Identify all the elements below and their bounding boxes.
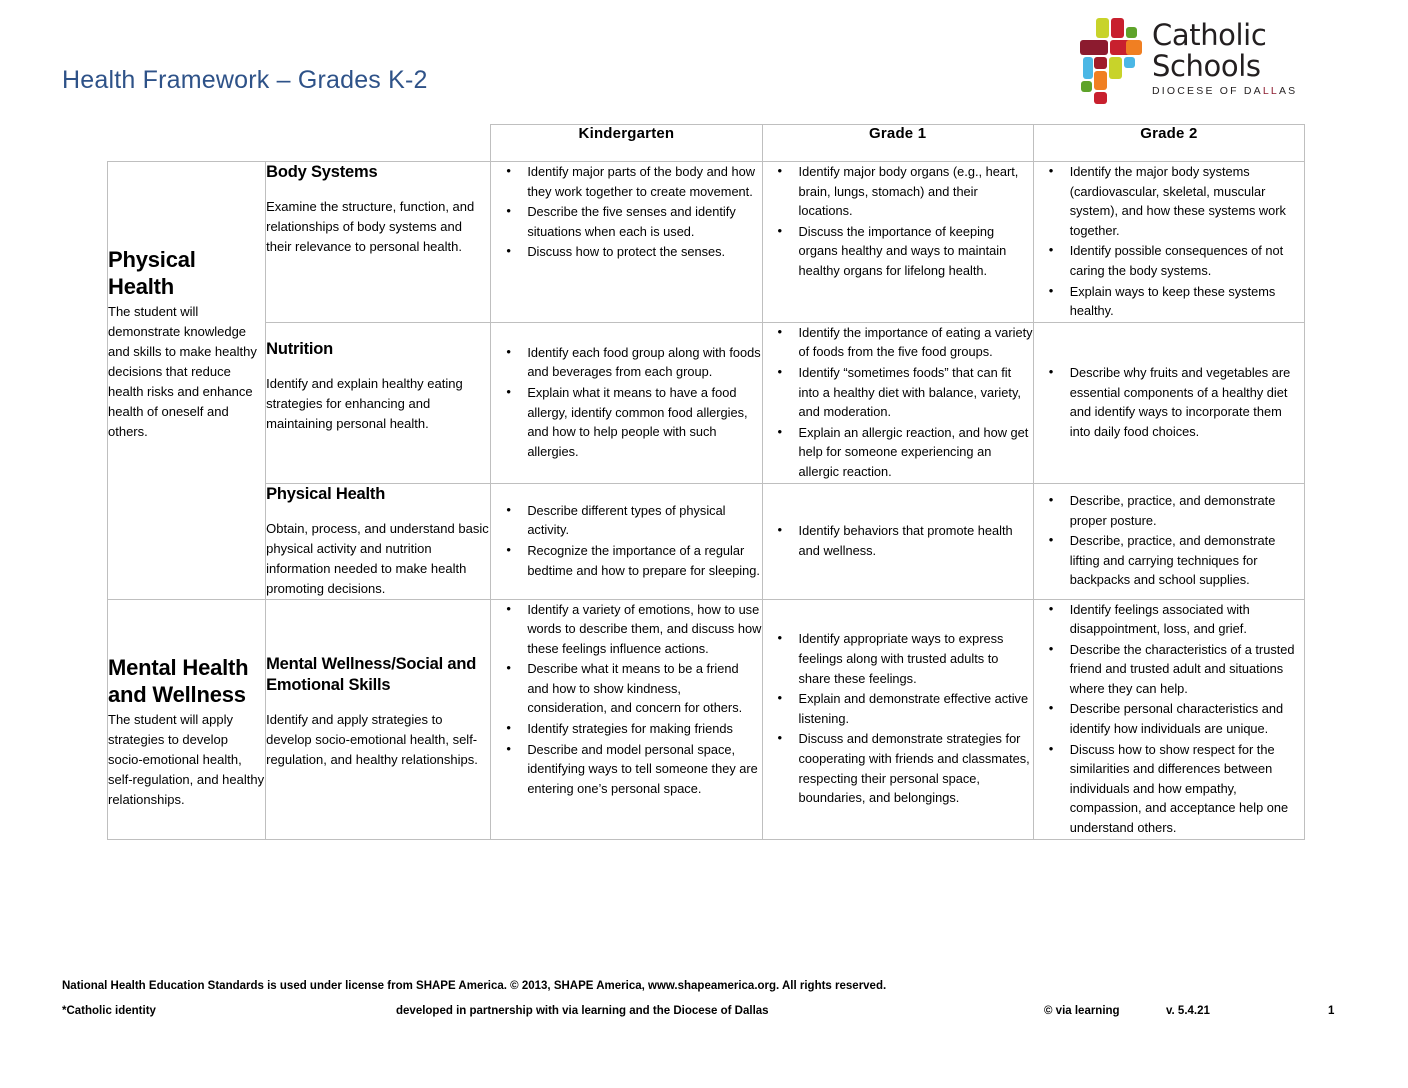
bullet-list — [763, 323, 1033, 482]
bullet-list — [491, 162, 761, 262]
list-item: • Discuss how to show respect for the similarities and differences between individuals and how empathy, compassion, and acceptance help one understand others. — [1068, 740, 1304, 838]
list-item: • Identify the major body systems (cardiovascular, skeletal, muscular system), and how these systems work together. — [1068, 162, 1304, 240]
cell-physical-health-kindergarten — [491, 483, 762, 599]
list-item: • Identify appropriate ways to express feelings along with trusted adults to share these feelings. — [797, 629, 1033, 688]
topic-description: Obtain, process, and understand basic physical activity and nutrition information needed to make health promoting decisions. — [266, 520, 489, 596]
list-item: • Describe personal characteristics and identify how individuals are unique. — [1068, 699, 1304, 738]
list-item: • Identify major parts of the body and how they work together to create movement. — [525, 162, 761, 201]
list-item: • Identify feelings associated with disappointment, loss, and grief. — [1068, 600, 1304, 639]
logo-wordmark — [1152, 20, 1330, 97]
table-row — [108, 599, 1305, 839]
list-item: • Explain ways to keep these systems healthy. — [1068, 282, 1304, 321]
header-spacer-strand — [108, 125, 266, 162]
bullet-list — [491, 343, 761, 462]
strand-cell-physical-health — [108, 162, 266, 600]
list-item: • Describe why fruits and vegetables are essential components of a healthy diet and identify ways to incorporate them into daily food choices. — [1068, 363, 1304, 441]
health-framework-table — [107, 124, 1305, 840]
list-item: • Identify major body organs (e.g., heart, brain, lungs, stomach) and their locations. — [797, 162, 1033, 221]
cell-nutrition-grade2 — [1033, 322, 1304, 483]
list-item: • Recognize the importance of a regular bedtime and how to prepare for sleeping. — [525, 541, 761, 580]
logo-subtitle-part2: LL — [1262, 85, 1279, 97]
bullet-list — [491, 501, 761, 580]
bullet-list — [491, 600, 761, 799]
footer-via-learning: © via learning — [1044, 1005, 1120, 1017]
list-item: • Discuss how to protect the senses. — [525, 242, 761, 262]
list-item: • Describe different types of physical activity. — [525, 501, 761, 540]
bullet-list — [1034, 491, 1304, 590]
catholic-schools-logo — [1080, 18, 1330, 103]
cell-mental-wellness-grade2 — [1033, 599, 1304, 839]
list-item: • Describe, practice, and demonstrate proper posture. — [1068, 491, 1304, 530]
cell-physical-health-grade2 — [1033, 483, 1304, 599]
topic-title: Body Systems — [266, 163, 378, 181]
list-item: • Identify behaviors that promote health and wellness. — [797, 521, 1033, 560]
list-item: • Describe the five senses and identify situations when each is used. — [525, 202, 761, 241]
cell-body-systems-grade2 — [1033, 162, 1304, 323]
topic-description: Examine the structure, function, and relationships of body systems and their relevance to personal health. — [266, 199, 475, 254]
logo-line-catholic: Catholic — [1152, 18, 1267, 52]
logo-subtitle-part3: AS — [1278, 85, 1298, 97]
strand-description: The student will apply strategies to develop socio-emotional health, self-regulation, and healthy relationships. — [108, 711, 265, 807]
strand-title: Physical Health — [108, 247, 196, 299]
footer-page-number: 1 — [1328, 1005, 1335, 1017]
footer-partnership-text: developed in partnership with via learning and the Diocese of Dallas — [396, 1005, 769, 1017]
list-item: • Identify a variety of emotions, how to use words to describe them, and discuss how these feelings influence actions. — [525, 600, 761, 659]
cell-physical-health-grade1 — [762, 483, 1033, 599]
bullet-list — [1034, 363, 1304, 441]
strand-description: The student will demonstrate knowledge and skills to make healthy decisions that reduce health risks and enhance health of oneself and others. — [108, 304, 257, 439]
logo-cross-mark-icon — [1080, 18, 1142, 100]
list-item: • Discuss and demonstrate strategies for cooperating with friends and classmates, respecting their personal space, boundaries, and belongings. — [797, 729, 1033, 807]
bullet-list — [763, 629, 1033, 807]
list-item: • Identify possible consequences of not caring the body systems. — [1068, 241, 1304, 280]
list-item: • Explain and demonstrate effective active listening. — [797, 689, 1033, 728]
list-item: • Identify strategies for making friends — [525, 719, 761, 739]
bullet-list — [1034, 600, 1304, 838]
topic-cell-mental-wellness — [266, 599, 491, 839]
column-header-grade2: Grade 2 — [1033, 125, 1304, 162]
topic-cell-body-systems — [266, 162, 491, 323]
cell-body-systems-kindergarten — [491, 162, 762, 323]
footer-license-text: National Health Education Standards is used under license from SHAPE America. © 2013, SHAPE America, www.shapeamerica.org. All rights reserved. — [62, 980, 887, 992]
list-item: • Describe the characteristics of a trusted friend and trusted adult and situations where they can help. — [1068, 640, 1304, 699]
list-item: • Identify each food group along with foods and beverages from each group. — [525, 343, 761, 382]
table-header-row — [108, 125, 1305, 162]
table-row — [108, 162, 1305, 323]
table-row — [108, 322, 1305, 483]
topic-cell-nutrition — [266, 322, 491, 483]
page-header — [0, 0, 1408, 120]
column-header-grade1: Grade 1 — [762, 125, 1033, 162]
topic-title: Mental Wellness/Social and Emotional Skills — [266, 654, 477, 694]
logo-subtitle — [1152, 85, 1330, 97]
list-item: • Explain what it means to have a food allergy, identify common food allergies, and how to help people with such allergies. — [525, 383, 761, 461]
topic-cell-physical-health — [266, 483, 491, 599]
cell-body-systems-grade1 — [762, 162, 1033, 323]
list-item: • Explain an allergic reaction, and how get help for someone experiencing an allergic reaction. — [797, 423, 1033, 482]
bullet-list — [763, 521, 1033, 560]
logo-subtitle-part1: DIOCESE OF DA — [1152, 85, 1263, 97]
footer-catholic-identity: *Catholic identity — [62, 1005, 156, 1017]
list-item: • Describe what it means to be a friend and how to show kindness, consideration, and concern for others. — [525, 659, 761, 718]
strand-cell-mental-health — [108, 599, 266, 839]
cell-mental-wellness-grade1 — [762, 599, 1033, 839]
cell-mental-wellness-kindergarten — [491, 599, 762, 839]
bullet-list — [763, 162, 1033, 281]
list-item: • Describe, practice, and demonstrate lifting and carrying techniques for backpacks and school supplies. — [1068, 531, 1304, 590]
list-item: • Discuss the importance of keeping organs healthy and ways to maintain healthy organs for lifelong health. — [797, 222, 1033, 281]
column-header-kindergarten: Kindergarten — [491, 125, 762, 162]
header-spacer-topic — [266, 125, 491, 162]
topic-title: Nutrition — [266, 339, 334, 358]
topic-title: Physical Health — [266, 484, 386, 503]
page-title: Health Framework – Grades K-2 — [62, 66, 428, 94]
list-item: • Describe and model personal space, identifying ways to tell someone they are entering one’s personal space. — [525, 740, 761, 799]
cell-nutrition-kindergarten — [491, 322, 762, 483]
list-item: • Identify “sometimes foods” that can fit into a healthy diet with balance, variety, and moderation. — [797, 363, 1033, 422]
topic-description: Identify and apply strategies to develop socio-emotional health, self-regulation, and healthy relationships. — [266, 711, 478, 767]
table-row — [108, 483, 1305, 599]
list-item: • Identify the importance of eating a variety of foods from the five food groups. — [797, 323, 1033, 362]
table-body — [108, 162, 1305, 840]
bullet-list — [1034, 162, 1304, 321]
cell-nutrition-grade1 — [762, 322, 1033, 483]
footer-version: v. 5.4.21 — [1166, 1005, 1210, 1017]
strand-title: Mental Health and Wellness — [108, 654, 249, 707]
topic-description: Identify and explain healthy eating strategies for enhancing and maintaining personal health. — [266, 375, 463, 431]
logo-line-schools: Schools — [1152, 49, 1261, 83]
